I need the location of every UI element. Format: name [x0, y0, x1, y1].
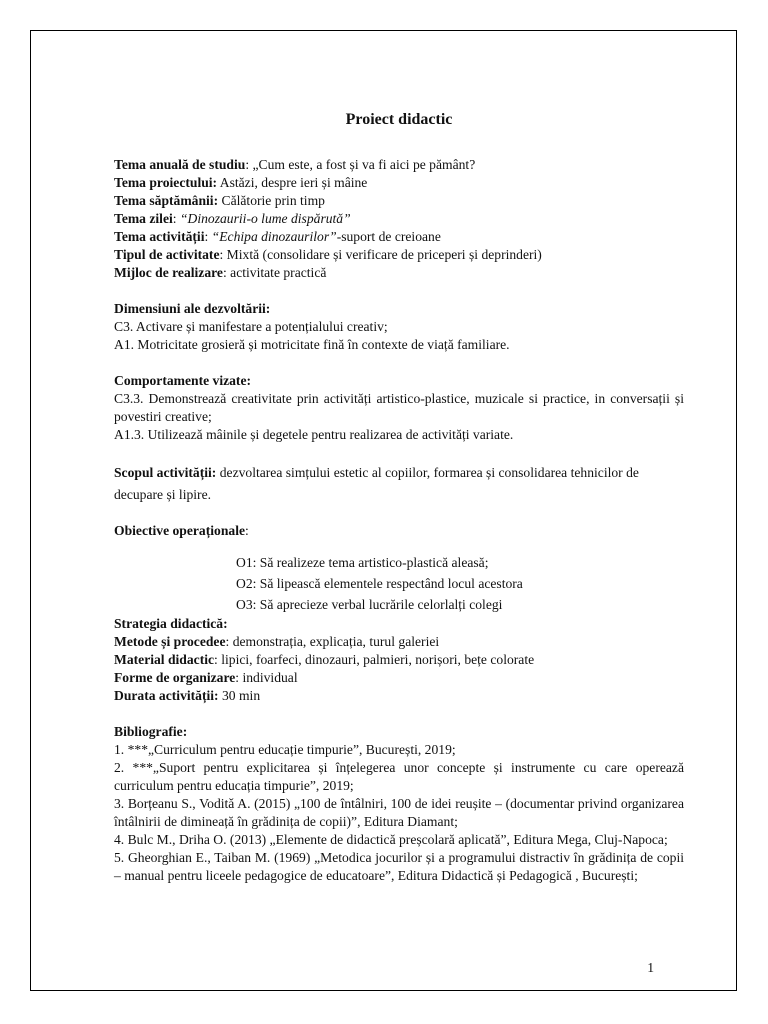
spacer — [114, 354, 684, 372]
strategy-row: Metode și procedee: demonstrația, explicația, turul galeriei — [114, 634, 440, 649]
objective-item: O3: Să aprecieze verbal lucrările celorlalți colegi — [236, 597, 503, 612]
bibliography-item: 1. ***„Curriculum pentru educație timpurie”, București, 2019; — [114, 742, 456, 757]
list-item: A1. Motricitate grosieră și motricitate fină în contexte de viață familiare. — [114, 337, 510, 352]
field-label: Tema săptămânii: — [114, 193, 219, 208]
field-value: Călătorie prin timp — [221, 193, 325, 208]
comportamente-section — [114, 372, 684, 444]
bibliography-item: 3. Borțeanu S., Voditǎ A. (2015) „100 de întâlniri, 100 de idei reușite – (documentar privind organizarea întâlnirii de dimineață în grădinița de copii)”, Editura Diamant; — [114, 796, 684, 829]
spacer — [114, 444, 684, 462]
spacer — [114, 705, 684, 723]
document-page — [30, 30, 737, 991]
field-tema-proiectului — [114, 174, 684, 192]
field-mijloc-de-realizare: Mijloc de realizare: activitate practică — [114, 265, 327, 280]
objective-item: O2: Să lipească elementele respectând locul acestora — [236, 576, 523, 591]
scop-label: Scopul activității: — [114, 465, 217, 480]
section-heading: Comportamente vizate: — [114, 373, 252, 388]
bibliography-item: 2. ***„Suport pentru explicitarea și înțelegerea unor concepte și instrumente cu care operează curriculum pentru educația timpurie”, 2019; — [114, 760, 684, 793]
scop-text: dezvoltarea simțului estetic al copiilor, formarea și consolidarea tehnicilor de decupare și lipire. — [114, 465, 639, 502]
strategy-row: Durata activității: 30 min — [114, 688, 261, 703]
bibliografie-section — [114, 723, 684, 885]
field-suffix: -suport de creioane — [336, 229, 441, 244]
field-label: Tema activității — [114, 229, 205, 244]
field-value: Astăzi, despre ieri și mâine — [219, 175, 368, 190]
field-value: “Echipa dinozaurilor” — [211, 229, 337, 244]
obiective-list — [114, 552, 684, 615]
bibliography-item: 5. Gheorghian E., Taiban M. (1969) „Metodica jocurilor și a programului distractiv în grădinița de copii – manual pentru liceele pedagogice de educatoare”, Editura Didactică și Pedagogică , București; — [114, 850, 684, 883]
objective-item: O1: Să realizeze tema artistico-plastică aleasă; — [236, 555, 489, 570]
field-value: Mixtă (consolidare și verificare de priceperi și deprinderi) — [226, 247, 542, 262]
scop-paragraph — [114, 462, 684, 506]
list-item: A1.3. Utilizează mâinile și degetele pentru realizarea de activități variate. — [114, 427, 514, 442]
field-tipul-de-activitate: Tipul de activitate: Mixtă (consolidare și verificare de priceperi și deprinderi) — [114, 247, 542, 262]
field-label: Tipul de activitate — [114, 247, 220, 262]
document-title: Proiect didactic — [345, 111, 453, 128]
field-label: Tema proiectului: — [114, 175, 218, 190]
spacer — [114, 506, 684, 522]
field-tema-saptamanii — [114, 192, 684, 210]
page-content — [114, 111, 684, 885]
field-value: „Cum este, a fost și va fi aici pe pământ? — [252, 157, 476, 172]
section-heading: Bibliografie: — [114, 724, 188, 739]
obiective-heading: Obiective operaționale: — [114, 523, 249, 538]
list-item: C3. Activare și manifestare a potențialului creativ; — [114, 319, 388, 334]
strategy-row: Material didactic: lipici, foarfeci, dinozauri, palmieri, norișori, bețe colorate — [114, 652, 535, 667]
spacer — [114, 282, 684, 300]
field-tema-zilei: Tema zilei: “Dinozaurii-o lume dispărută” — [114, 211, 351, 226]
field-tema-activitatii: Tema activității: “Echipa dinozaurilor”-suport de creioane — [114, 229, 441, 244]
field-value: activitate practică — [230, 265, 327, 280]
strategia-section — [114, 615, 684, 705]
bibliography-item: 4. Bulc M., Driha O. (2013) „Elemente de didactică preșcolară aplicată”, Editura Mega, Cluj-Napoca; — [114, 832, 668, 847]
list-item: C3.3. Demonstrează creativitate prin activități artistico-plastice, muzicale si practice, in conversații și povestiri creative; — [114, 391, 684, 424]
field-label: Tema zilei — [114, 211, 173, 226]
section-heading: Strategia didactică: — [114, 616, 228, 631]
section-heading: Dimensiuni ale dezvoltării: — [114, 301, 271, 316]
field-tema-anuala: Tema anuală de studiu: „Cum este, a fost și va fi aici pe pământ? — [114, 157, 476, 172]
strategy-row: Forme de organizare: individual — [114, 670, 298, 685]
field-value: “Dinozaurii-o lume dispărută” — [179, 211, 351, 226]
field-label: Mijloc de realizare — [114, 265, 223, 280]
page-number: 1 — [647, 960, 654, 975]
dimensiuni-section — [114, 300, 684, 354]
field-label: Tema anuală de studiu — [114, 157, 246, 172]
theme-fields — [114, 156, 684, 282]
